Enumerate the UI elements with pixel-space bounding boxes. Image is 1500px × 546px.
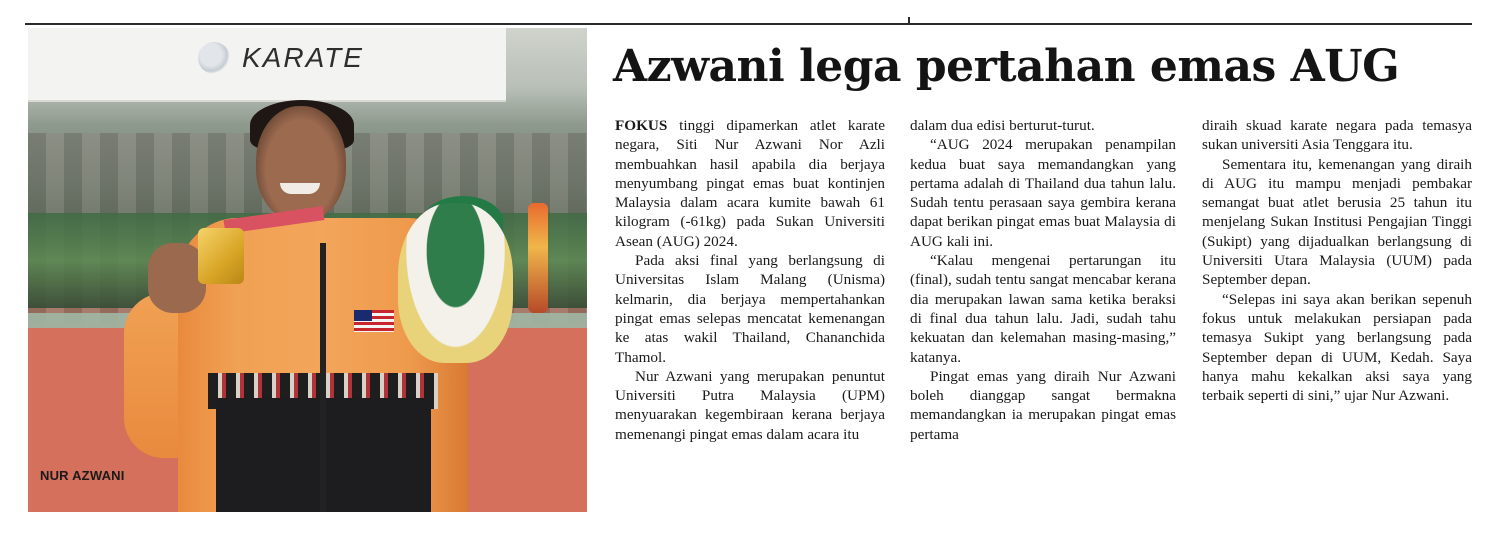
lead-word: FOKUS (615, 117, 668, 134)
paragraph: “AUG 2024 merupakan penampilan kedua buat saya memandangkan yang pertama adalah di Thailand dua tahun lalu. Sudah tentu perasaan saya gembira kerana dapat berikan pingat emas buat Malaysia di AUG kali ini. (910, 136, 1176, 250)
top-rule-tick (908, 17, 910, 24)
paragraph (615, 116, 885, 251)
article-column-2 (910, 116, 1176, 444)
malaysia-flag-icon (354, 310, 394, 332)
article-column-3 (1202, 116, 1472, 405)
banner-text: KARATE (242, 42, 364, 73)
paragraph: Sementara itu, kemenangan yang diraih di AUG itu mampu menjadi pembakar semangat buat atlet berusia 25 tahun itu menjelang Sukan Institusi Pengajian Tinggi (Sukipt) yang dijadualkan berlangsung di Universiti Utara Malaysia (UUM) pada September depan. (1202, 155, 1472, 289)
torch-mascot-prop (528, 203, 548, 313)
karate-banner (28, 28, 506, 102)
paragraph: Pingat emas yang diraih Nur Azwani boleh dianggap sangat bermakna memandangkan ia merupakan pingat emas pertama (910, 367, 1176, 443)
paragraph: Pada aksi final yang berlangsung di Universitas Islam Malang (Unisma) kelmarin, dia berjaya mempertahankan pingat emas selepas mencatat kemenangan ke atas wakil Thailand, Chananchida Thamol. (615, 252, 885, 366)
top-rule (25, 23, 1472, 25)
paragraph: “Selepas ini saya akan berikan sepenuh fokus untuk melakukan persiapan pada temasya Sukipt yang berlangsung pada September depan di UUM, Kedah. Saya hanya mahu kekalkan aksi saya yang terbaik seperti di sini,” ujar Nur Azwani. (1202, 290, 1472, 405)
paragraph-text: tinggi dipamerkan atlet karate negara, Siti Nur Azwani Nor Azli membuahkan hasil apabila dia berjaya menyumbang pingat emas buat kontinjen Malaysia dalam acara kumite bawah 61 kilogram (-61kg) pada Sukan Universiti Asean (AUG) 2024. (615, 117, 885, 250)
photo-caption: NUR AZWANI (40, 468, 125, 483)
paragraph: diraih skuad karate negara pada temasya sukan universiti Asia Tenggara itu. (1202, 117, 1472, 154)
karate-logo-icon (198, 42, 230, 74)
paragraph: “Kalau mengenai pertarungan itu (final), sudah tentu sangat mencabar kerana dia merupakan lawan sama ketika beraksi di final dua tahun lalu. Jadi, sudah tahu kekuatan dan kelemahan masing-masing,” katanya. (910, 252, 1176, 366)
jacket-zip (320, 243, 326, 512)
athlete-face (256, 106, 346, 221)
gold-medal-icon (198, 228, 244, 284)
athlete-smile (280, 183, 320, 194)
paragraph: dalam dua edisi berturut-turut. (910, 117, 1095, 134)
article-column-1 (615, 116, 885, 444)
paragraph: Nur Azwani yang merupakan penuntut Universiti Putra Malaysia (UPM) menyuarakan kegembiraan kerana berjaya memenangi pingat emas dalam acara itu (615, 367, 885, 443)
article-photo (28, 28, 587, 512)
headline: Azwani lega pertahan emas AUG (613, 41, 1400, 92)
mascot-plush (398, 203, 513, 363)
